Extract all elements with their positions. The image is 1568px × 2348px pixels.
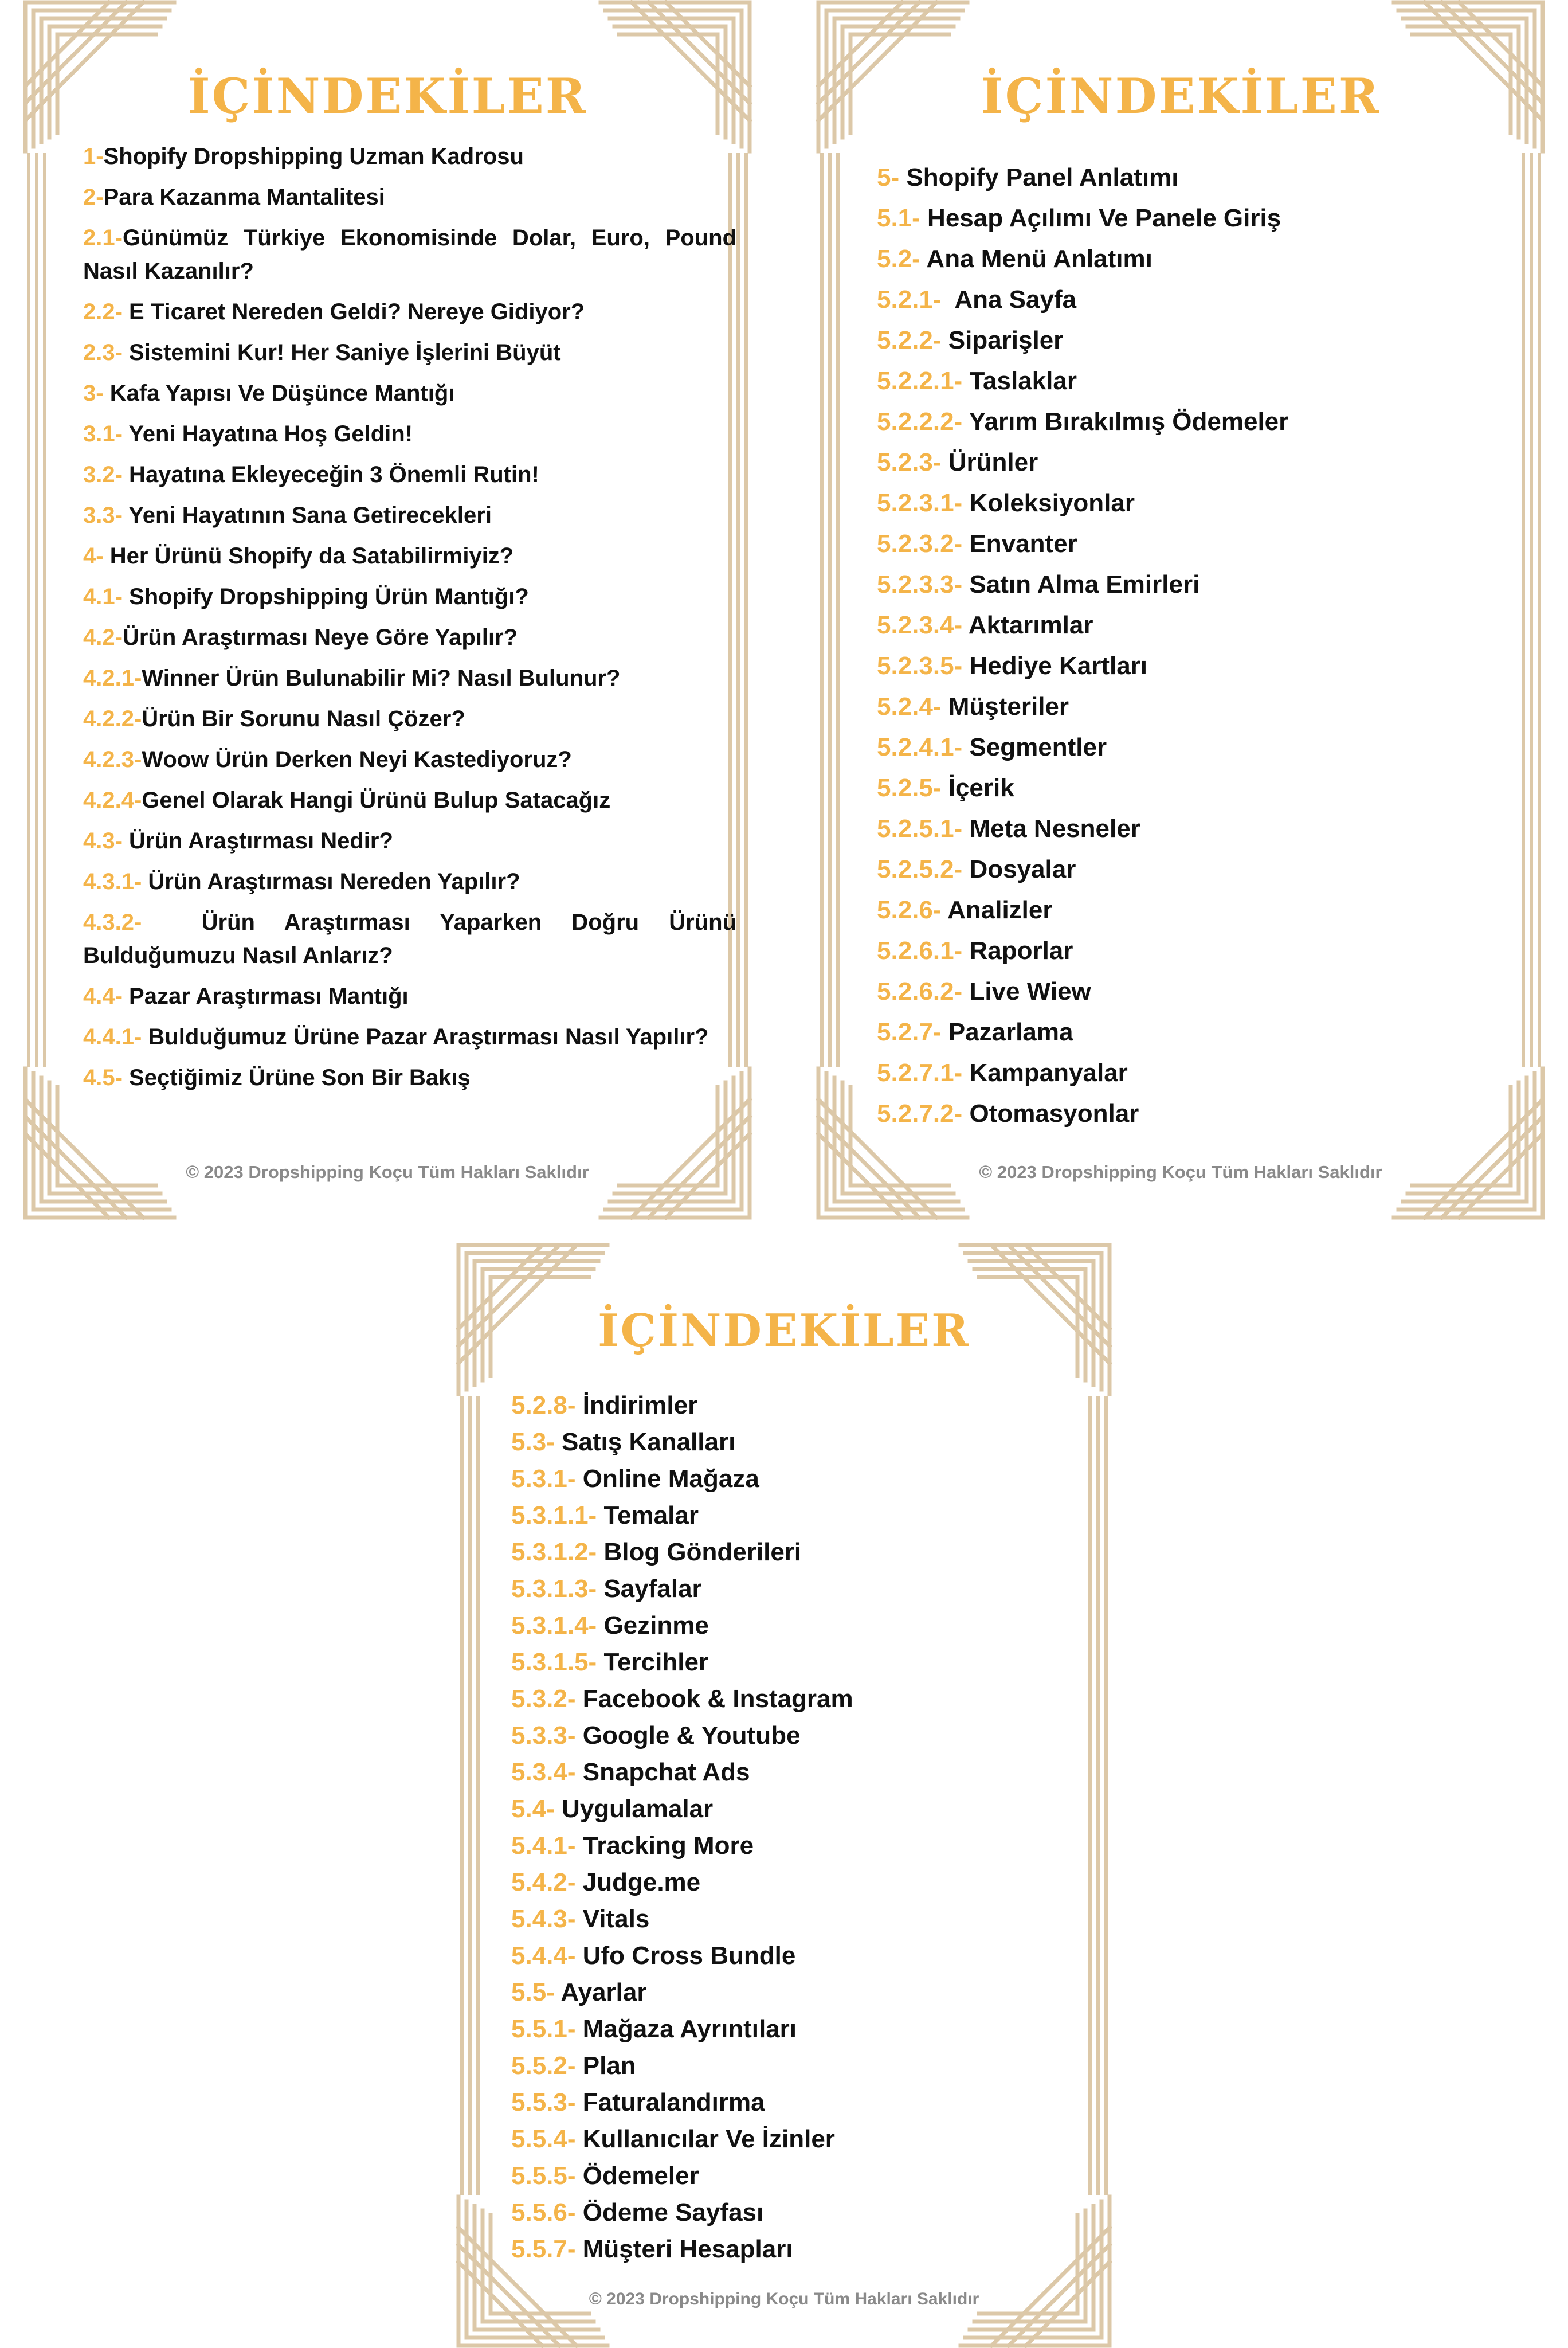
toc-entry-number: 4.5- [83, 1065, 123, 1090]
toc-entry-number: 5.1- [877, 204, 920, 232]
toc-entry [83, 336, 736, 369]
toc-entry [83, 824, 736, 858]
toc-entry-title: Vitals [575, 1905, 650, 1933]
toc-entry-number: 1- [83, 144, 104, 169]
toc-entry-title: Yeni Hayatının Sana Getirecekleri [122, 503, 492, 528]
toc-entry-number: 5.5- [511, 1978, 555, 2006]
toc-entry-number: 4.3.2- [83, 910, 142, 935]
toc-entry-number: 5.5.1- [511, 2015, 576, 2043]
toc-entry-number: 5.3.1.1- [511, 1501, 597, 1529]
toc-entry [83, 1020, 736, 1054]
toc-entry [511, 1387, 1096, 1424]
copyright-footer: © 2023 Dropshipping Koçu Tüm Hakları Saklıdır [186, 1162, 589, 1182]
toc-entry [511, 1461, 1096, 1497]
toc-entry [877, 1052, 1530, 1093]
toc-entry [511, 1938, 1096, 1974]
toc-entry-number: 4.1- [83, 584, 123, 609]
toc-entry-title: Hediye Kartları [962, 652, 1148, 680]
toc-entry-title: Envanter [962, 530, 1077, 558]
toc-entry-title: Yarım Bırakılmış Ödemeler [962, 408, 1289, 436]
toc-entry-title: Temalar [597, 1501, 699, 1529]
toc-entry [877, 645, 1530, 686]
toc-entry [511, 1644, 1096, 1681]
toc-entry [83, 865, 736, 898]
toc-entry-title: Satış Kanalları [554, 1428, 736, 1456]
toc-entry [511, 1607, 1096, 1644]
toc-entry-number: 5.2.2.1- [877, 367, 963, 395]
toc-entry-title: Live Wiew [962, 977, 1091, 1005]
toc-entry-title: Seçtiğimiz Ürüne Son Bir Bakış [122, 1065, 471, 1090]
toc-entry-title: Pazarlama [941, 1018, 1073, 1046]
toc-list [877, 157, 1530, 1134]
toc-entry-number: 5.2.7.2- [877, 1099, 963, 1128]
page-title: İÇİNDEKİLER [598, 1305, 970, 1357]
toc-entry [511, 1497, 1096, 1534]
toc-entry-title: İndirimler [575, 1391, 698, 1419]
toc-entry-title: Ufo Cross Bundle [575, 1942, 796, 1970]
page-title: İÇİNDEKİLER [981, 68, 1381, 124]
toc-entry [877, 890, 1530, 930]
toc-entry-number: 3.3- [83, 503, 123, 528]
toc-entry-title: Ürün Araştırması Yaparken Doğru Ürünü Bulduğumuzu Nasıl Anlarız? [83, 910, 743, 968]
toc-entry [83, 784, 736, 817]
toc-entry-title: İçerik [941, 774, 1014, 802]
toc-entry-number: 5.5.5- [511, 2162, 576, 2190]
toc-entry-title: Tracking More [575, 1832, 754, 1860]
toc-entry-title: Hesap Açılımı Ve Panele Giriş [920, 204, 1281, 232]
toc-entry [511, 2158, 1096, 2194]
toc-entry [877, 523, 1530, 564]
toc-entry-title: Facebook & Instagram [575, 1685, 853, 1713]
toc-entry [877, 768, 1530, 808]
toc-entry-number: 4.3- [83, 828, 123, 854]
toc-page-1 [23, 0, 752, 1220]
toc-entry-title: Aktarımlar [962, 611, 1093, 639]
toc-entry-number: 3- [83, 381, 104, 406]
page-title: İÇİNDEKİLER [187, 68, 587, 124]
toc-entry-number: 5.2.3.3- [877, 570, 963, 598]
toc-entry-number: 5.5.6- [511, 2198, 576, 2226]
toc-entry-number: 4.3.1- [83, 869, 142, 894]
toc-entry-title: Ürün Araştırması Nedir? [122, 828, 393, 854]
toc-entry-title: Shopify Panel Anlatımı [899, 163, 1179, 191]
toc-entry [83, 181, 736, 214]
toc-entry-title: Online Mağaza [575, 1465, 759, 1493]
toc-entry-title: Segmentler [962, 733, 1107, 761]
toc-entry [877, 1093, 1530, 1134]
toc-entry [877, 564, 1530, 605]
toc-entry-number: 2- [83, 185, 104, 210]
toc-entry-title: Sayfalar [597, 1575, 702, 1603]
toc-entry [511, 1424, 1096, 1461]
toc-entry-number: 5.2.2.2- [877, 408, 963, 436]
toc-entry-title: Gezinme [597, 1611, 709, 1639]
toc-entry-title: Blog Gönderileri [597, 1538, 802, 1566]
toc-entry [877, 605, 1530, 645]
toc-entry-number: 4.2- [83, 625, 123, 650]
toc-entry-title: Para Kazanma Mantalitesi [103, 185, 385, 210]
toc-list [83, 140, 743, 1102]
toc-entry [511, 2194, 1096, 2231]
toc-entry-title: Müşteriler [941, 692, 1069, 721]
toc-entry-number: 5.3.1.2- [511, 1538, 597, 1566]
toc-entry-number: 5.2.3.5- [877, 652, 963, 680]
toc-entry [877, 849, 1530, 890]
toc-entry-title: Genel Olarak Hangi Ürünü Bulup Satacağız [142, 788, 611, 813]
toc-entry [877, 686, 1530, 727]
toc-entry [511, 1754, 1096, 1791]
toc-entry-number: 5.2.2- [877, 326, 942, 354]
toc-entry-number: 5.4.1- [511, 1832, 576, 1860]
toc-entry-number: 5.2- [877, 245, 920, 273]
toc-entry-number: 3.1- [83, 421, 123, 447]
toc-list [511, 1387, 1096, 2268]
toc-entry-title: Ürün Araştırması Nereden Yapılır? [142, 869, 520, 894]
toc-entry-title: Ayarlar [554, 1978, 647, 2006]
toc-entry-number: 5.2.4- [877, 692, 942, 721]
toc-entry-number: 4.4- [83, 984, 123, 1009]
toc-entry-title: Yeni Hayatına Hoş Geldin! [122, 421, 413, 447]
toc-entry [877, 157, 1530, 198]
toc-entry-title: Plan [575, 2052, 636, 2080]
toc-entry-title: Otomasyonlar [962, 1099, 1139, 1128]
toc-entry-title: Satın Alma Emirleri [962, 570, 1200, 598]
toc-entry-number: 5.3.1.3- [511, 1575, 597, 1603]
toc-entry [83, 580, 736, 613]
toc-entry-title: Snapchat Ads [575, 1758, 750, 1786]
toc-page-3 [456, 1243, 1112, 2348]
toc-entry-number: 2.3- [83, 340, 123, 365]
toc-entry [877, 361, 1530, 401]
toc-entry-title: Ana Sayfa [941, 285, 1077, 314]
toc-entry-number: 5- [877, 163, 900, 191]
toc-entry-number: 5.2.6- [877, 896, 942, 924]
toc-entry-number: 5.3- [511, 1428, 555, 1456]
toc-entry-title: Dosyalar [962, 855, 1076, 883]
toc-entry-title: Sistemini Kur! Her Saniye İşlerini Büyüt [122, 340, 561, 365]
toc-entry-number: 4.2.2- [83, 706, 142, 731]
toc-entry-title: Kampanyalar [962, 1059, 1128, 1087]
toc-entry [83, 621, 736, 654]
toc-entry [511, 2011, 1096, 2048]
toc-entry-number: 4.2.3- [83, 747, 142, 772]
toc-entry [511, 1681, 1096, 1717]
toc-entry-title: Günümüz Türkiye Ekonomisinde Dolar, Euro, Pound Nasıl Kazanılır? [83, 225, 743, 284]
toc-entry-title: Uygulamalar [554, 1795, 714, 1823]
toc-entry [83, 417, 736, 451]
toc-entry [83, 140, 736, 173]
toc-entry-title: Tercihler [597, 1648, 709, 1676]
toc-entry-title: Pazar Araştırması Mantığı [122, 984, 409, 1009]
toc-entry-number: 5.2.3.4- [877, 611, 963, 639]
copyright-footer: © 2023 Dropshipping Koçu Tüm Hakları Saklıdır [589, 2290, 979, 2308]
toc-entry [877, 401, 1530, 442]
toc-entry [83, 539, 736, 573]
toc-entry-number: 4- [83, 543, 104, 569]
toc-entry-number: 5.2.5.2- [877, 855, 963, 883]
toc-entry-title: E Ticaret Nereden Geldi? Nereye Gidiyor? [122, 299, 585, 324]
toc-entry-number: 5.4.2- [511, 1868, 576, 1896]
toc-entry [877, 1012, 1530, 1052]
toc-entry-title: Kafa Yapısı Ve Düşünce Mantığı [103, 381, 455, 406]
toc-entry-title: Faturalandırma [575, 2088, 765, 2116]
toc-entry-title: Her Ürünü Shopify da Satabilirmiyiz? [103, 543, 514, 569]
toc-entry [511, 1571, 1096, 1607]
toc-entry-number: 5.3.1.5- [511, 1648, 597, 1676]
toc-entry [511, 1864, 1096, 1901]
toc-entry-number: 5.2.3.2- [877, 530, 963, 558]
toc-entry [511, 1901, 1096, 1938]
toc-entry-title: Meta Nesneler [962, 815, 1140, 843]
toc-entry-number: 5.2.4.1- [877, 733, 963, 761]
toc-entry-number: 5.2.5- [877, 774, 942, 802]
toc-entry [83, 458, 736, 491]
toc-entry [511, 1974, 1096, 2011]
toc-entry-number: 5.4- [511, 1795, 555, 1823]
toc-entry-title: Ürün Araştırması Neye Göre Yapılır? [122, 625, 518, 650]
toc-entry-number: 5.2.7- [877, 1018, 942, 1046]
toc-entry [83, 1061, 736, 1094]
toc-entry-title: Siparişler [941, 326, 1064, 354]
toc-entry [83, 702, 736, 735]
toc-entry-title: Taslaklar [962, 367, 1077, 395]
toc-entry-number: 4.2.1- [83, 666, 142, 691]
toc-entry [83, 295, 736, 328]
toc-entry-number: 5.2.7.1- [877, 1059, 963, 1087]
toc-entry [83, 743, 736, 776]
toc-entry [83, 377, 736, 410]
toc-entry-number: 5.3.2- [511, 1685, 576, 1713]
toc-entry [511, 1534, 1096, 1571]
toc-entry [83, 662, 736, 695]
toc-page-2 [816, 0, 1545, 1220]
toc-entry [511, 1791, 1096, 1827]
toc-entry-title: Bulduğumuz Ürüne Pazar Araştırması Nasıl Yapılır? [142, 1024, 709, 1050]
toc-entry-number: 3.2- [83, 462, 123, 487]
toc-entry [877, 971, 1530, 1012]
toc-entry-title: Hayatına Ekleyeceğin 3 Önemli Rutin! [122, 462, 539, 487]
toc-entry [83, 499, 736, 532]
toc-entry-number: 5.2.1- [877, 285, 942, 314]
toc-entry-title: Kullanıcılar Ve İzinler [575, 2125, 835, 2153]
toc-entry-number: 5.2.3- [877, 448, 942, 476]
toc-entry [877, 320, 1530, 361]
toc-entry-number: 5.3.4- [511, 1758, 576, 1786]
toc-entry-title: Analizler [941, 896, 1053, 924]
toc-entry [877, 442, 1530, 483]
toc-entry-title: Mağaza Ayrıntıları [575, 2015, 797, 2043]
toc-entry [877, 279, 1530, 320]
toc-entry [511, 2048, 1096, 2084]
toc-entry-number: 5.2.6.2- [877, 977, 963, 1005]
toc-entry-title: Judge.me [575, 1868, 701, 1896]
toc-entry [83, 980, 736, 1013]
toc-entry-title: Winner Ürün Bulunabilir Mi? Nasıl Bulunur? [142, 666, 621, 691]
toc-entry [83, 906, 743, 972]
toc-entry-number: 2.2- [83, 299, 123, 324]
toc-entry-number: 4.2.4- [83, 788, 142, 813]
toc-entry [877, 238, 1530, 279]
toc-entry [511, 2231, 1096, 2268]
toc-entry-title: Koleksiyonlar [962, 489, 1135, 517]
toc-entry [511, 1827, 1096, 1864]
toc-entry-title: Ürün Bir Sorunu Nasıl Çözer? [142, 706, 465, 731]
copyright-footer: © 2023 Dropshipping Koçu Tüm Hakları Saklıdır [979, 1162, 1382, 1182]
toc-entry-number: 2.1- [83, 225, 123, 251]
toc-entry-title: Shopify Dropshipping Uzman Kadrosu [103, 144, 524, 169]
toc-entry-title: Raporlar [962, 937, 1073, 965]
toc-entry [511, 2084, 1096, 2121]
toc-entry-number: 5.2.5.1- [877, 815, 963, 843]
toc-entry [877, 808, 1530, 849]
toc-entry-number: 4.4.1- [83, 1024, 142, 1050]
toc-entry-number: 5.3.1- [511, 1465, 576, 1493]
toc-entry-number: 5.2.6.1- [877, 937, 963, 965]
toc-entry [511, 1717, 1096, 1754]
toc-entry-title: Google & Youtube [575, 1721, 801, 1750]
toc-entry-number: 5.4.4- [511, 1942, 576, 1970]
toc-entry [83, 221, 743, 288]
toc-entry-number: 5.5.4- [511, 2125, 576, 2153]
toc-entry-number: 5.5.7- [511, 2235, 576, 2263]
toc-entry-number: 5.5.3- [511, 2088, 576, 2116]
toc-entry-title: Shopify Dropshipping Ürün Mantığı? [122, 584, 529, 609]
toc-entry-title: Ana Menü Anlatımı [920, 245, 1153, 273]
toc-entry [877, 727, 1530, 768]
toc-entry-number: 5.3.3- [511, 1721, 576, 1750]
toc-entry [877, 930, 1530, 971]
toc-entry-number: 5.2.3.1- [877, 489, 963, 517]
toc-entry-number: 5.3.1.4- [511, 1611, 597, 1639]
toc-entry [877, 198, 1530, 238]
toc-entry-number: 5.5.2- [511, 2052, 576, 2080]
toc-entry-title: Ürünler [941, 448, 1038, 476]
toc-entry-number: 5.2.8- [511, 1391, 576, 1419]
toc-entry-title: Ödeme Sayfası [575, 2198, 764, 2226]
toc-entry-title: Müşteri Hesapları [575, 2235, 793, 2263]
toc-entry-title: Woow Ürün Derken Neyi Kastediyoruz? [142, 747, 572, 772]
toc-entry [877, 483, 1530, 523]
toc-entry-number: 5.4.3- [511, 1905, 576, 1933]
toc-entry-title: Ödemeler [575, 2162, 699, 2190]
toc-entry [511, 2121, 1096, 2158]
